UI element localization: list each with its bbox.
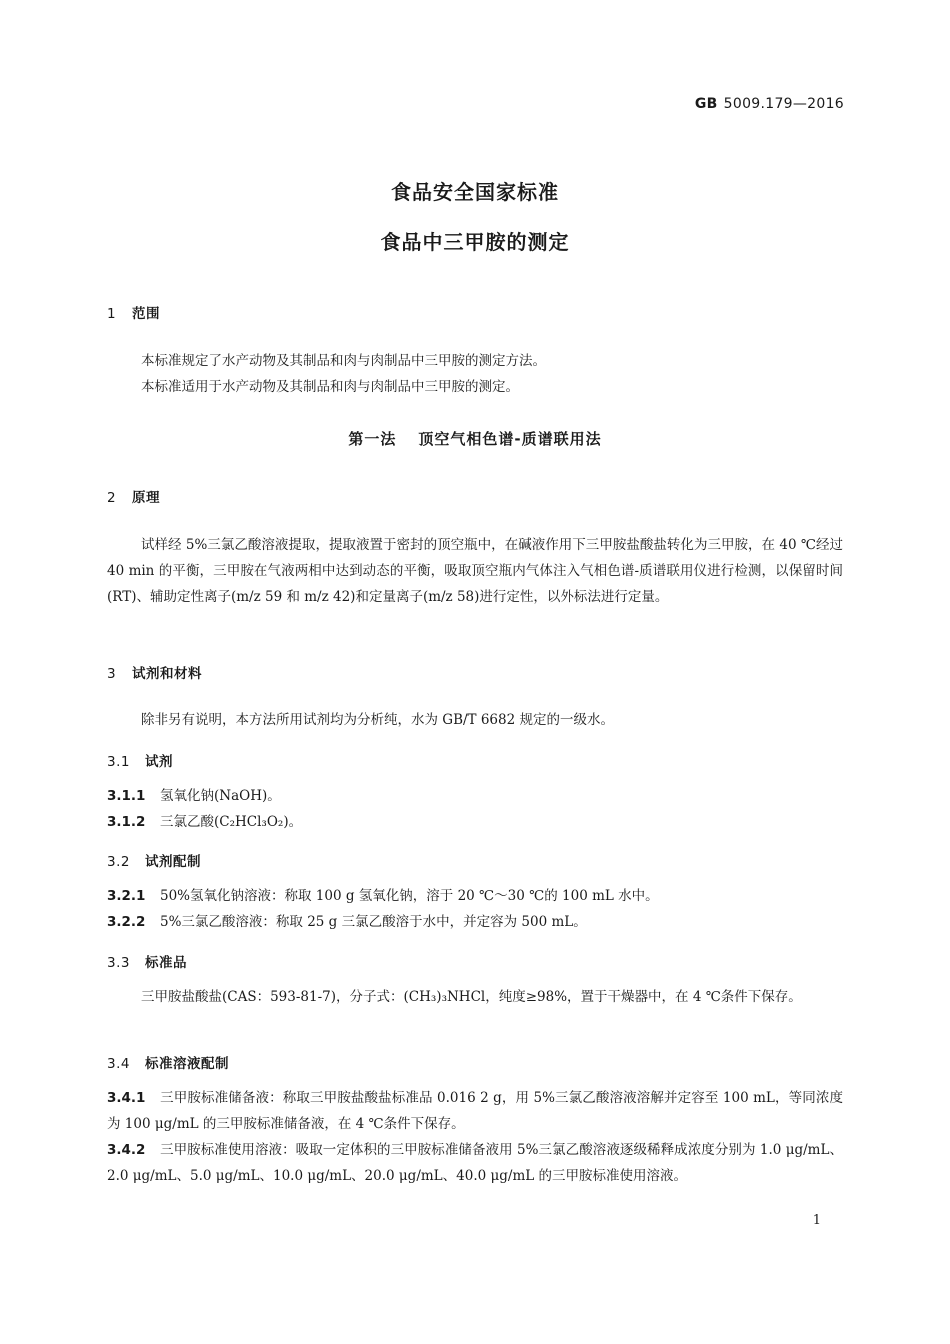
item-number: 3.1.2	[107, 814, 146, 830]
item-text: 三甲胺标准储备液：称取三甲胺盐酸盐标准品 0.016 2 g，用 5%三氯乙酸溶液溶解并定容至 100 mL，等同浓度为 100 μg/mL 的三甲胺标准储备液，在 4 ℃条件下保存。	[107, 1090, 843, 1132]
section-number: 2	[107, 490, 117, 506]
section-title: 标准品	[145, 955, 187, 971]
section-title: 范围	[132, 306, 160, 322]
item-text: 5%三氯乙酸溶液：称取 25 g 三氯乙酸溶于水中，并定容为 500 mL。	[160, 914, 587, 930]
item-number: 3.4.2	[107, 1142, 146, 1158]
section-number: 3.4	[107, 1056, 130, 1072]
item-text: 三氯乙酸(C₂HCl₃O₂)。	[160, 814, 303, 830]
standard-code-prefix: GB	[694, 96, 718, 112]
item-number: 3.2.1	[107, 888, 146, 904]
standard-code-number: 5009.179—2016	[723, 96, 844, 112]
document-title-line1: 食品安全国家标准	[391, 180, 559, 204]
item-3-1-2	[107, 809, 843, 835]
section-1-heading	[107, 302, 160, 322]
section-title: 标准溶液配制	[145, 1056, 229, 1072]
section-title: 试剂和材料	[132, 666, 202, 682]
section-1-paragraph-1: 本标准规定了水产动物及其制品和肉与肉制品中三甲胺的测定方法。	[141, 353, 546, 369]
section-title: 试剂配制	[145, 854, 201, 870]
standard-code	[695, 96, 844, 112]
section-3-paragraph: 除非另有说明，本方法所用试剂均为分析纯，水为 GB/T 6682 规定的一级水。	[141, 712, 614, 728]
item-3-4-1	[107, 1085, 843, 1137]
item-text: 50%氢氧化钠溶液：称取 100 g 氢氧化钠，溶于 20 ℃～30 ℃的 100 mL 水中。	[160, 888, 659, 904]
section-title: 试剂	[145, 754, 173, 770]
section-3-1-heading	[107, 750, 173, 770]
section-title: 原理	[132, 490, 160, 506]
section-number: 1	[107, 306, 117, 322]
item-3-2-1	[107, 883, 843, 909]
method-part-label: 第一法	[348, 430, 397, 448]
item-number: 3.2.2	[107, 914, 146, 930]
item-text: 氢氧化钠(NaOH)。	[160, 788, 281, 804]
item-text: 三甲胺标准使用溶液：吸取一定体积的三甲胺标准储备液用 5%三氯乙酸溶液逐级稀释成浓度分别为 1.0 μg/mL、2.0 μg/mL、5.0 μg/mL、10.0 μg/mL、20.0 μg/mL、40.0 μg/mL 的三甲胺标准使用溶液。	[107, 1142, 843, 1184]
item-3-1-1	[107, 783, 843, 809]
section-3-3-heading	[107, 951, 187, 971]
section-number: 3.2	[107, 854, 130, 870]
item-number: 3.4.1	[107, 1090, 146, 1106]
section-2-heading	[107, 486, 160, 506]
section-number: 3.1	[107, 754, 130, 770]
section-2-paragraph: 试样经 5%三氯乙酸溶液提取，提取液置于密封的顶空瓶中，在碱液作用下三甲胺盐酸盐转化为三甲胺，在 40 ℃经过 40 min 的平衡，三甲胺在气液两相中达到动态的平衡，吸取顶空瓶内气体注入气相色谱-质谱联用仪进行检测，以保留时间(RT)、辅助定性离子(m/z 59 和 m/z 42)和定量离子(m/z 58)进行定性，以外标法进行定量。	[107, 537, 843, 605]
section-1-paragraph-2: 本标准适用于水产动物及其制品和肉与肉制品中三甲胺的测定。	[141, 379, 519, 395]
section-3-2-heading	[107, 850, 201, 870]
item-number: 3.1.1	[107, 788, 146, 804]
page-number: 1	[812, 1213, 821, 1228]
section-number: 3	[107, 666, 117, 682]
method-heading	[0, 428, 950, 449]
section-3-4-heading	[107, 1052, 229, 1072]
item-3-2-2	[107, 909, 843, 935]
section-3-heading	[107, 662, 202, 682]
method-name: 顶空气相色谱-质谱联用法	[418, 430, 602, 448]
item-3-4-2	[107, 1137, 843, 1189]
section-number: 3.3	[107, 955, 130, 971]
section-3-3-paragraph: 三甲胺盐酸盐(CAS：593-81-7)，分子式：(CH₃)₃NHCl，纯度≥98%，置于干燥器中，在 4 ℃条件下保存。	[141, 989, 802, 1005]
document-title-line2: 食品中三甲胺的测定	[380, 230, 570, 254]
